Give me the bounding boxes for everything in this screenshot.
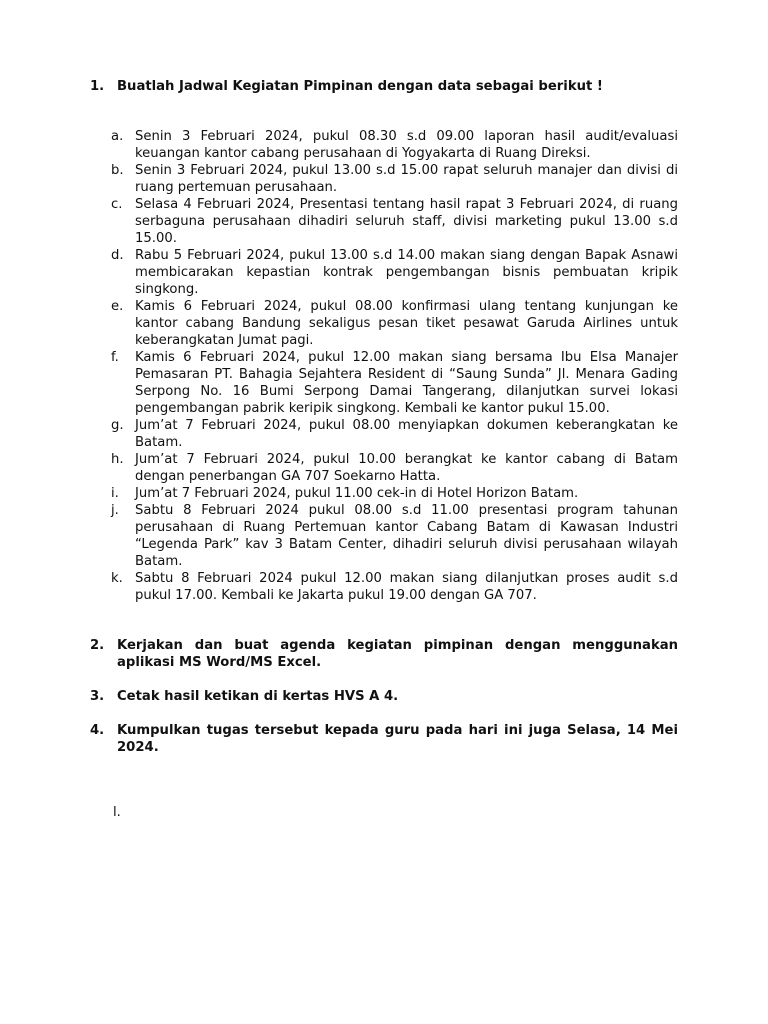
schedule-text: Kamis 6 Februari 2024, pukul 08.00 konfirmasi ulang tentang kunjungan ke kantor cabang Bandung sekaligus pesan tiket pesawat Garuda Airlines untuk keberangkatan Jumat pagi.	[135, 299, 678, 348]
task-text: Cetak hasil ketikan di kertas HVS A 4.	[117, 689, 399, 704]
schedule-letter: k.	[111, 571, 123, 586]
schedule-letter: j.	[111, 503, 119, 518]
schedule-item	[111, 570, 678, 604]
schedule-text: Rabu 5 Februari 2024, pukul 13.00 s.d 14.00 makan siang dengan Bapak Asnawi membicarakan kepastian kontrak pengembangan bisnis pembuatan kripik singkong.	[135, 248, 678, 297]
schedule-text: Senin 3 Februari 2024, pukul 08.30 s.d 09.00 laporan hasil audit/evaluasi keuangan kantor cabang perusahaan di Yogyakarta di Ruang Direksi.	[135, 129, 678, 161]
task-text: Kumpulkan tugas tersebut kepada guru pada hari ini juga Selasa, 14 Mei 2024.	[117, 723, 678, 755]
schedule-item	[111, 349, 678, 417]
schedule-text: Sabtu 8 Februari 2024 pukul 08.00 s.d 11.00 presentasi program tahunan perusahaan di Ruang Pertemuan kantor Cabang Batam di Kawasan Industri “Legenda Park” kav 3 Batam Center, dihadiri seluruh divisi perusahaan wilayah Batam.	[135, 503, 678, 569]
schedule-text: Kamis 6 Februari 2024, pukul 12.00 makan siang bersama Ibu Elsa Manajer Pemasaran PT. Bahagia Sejahtera Resident di “Saung Sunda” Jl. Menara Gading Serpong No. 16 Bumi Serpong Damai Tangerang, dilanjutkan survei lokasi pengembangan pabrik keripik singkong. Kembali ke kantor pukul 15.00.	[135, 350, 678, 416]
schedule-letter: e.	[111, 299, 124, 314]
schedule-text: Senin 3 Februari 2024, pukul 13.00 s.d 15.00 rapat seluruh manajer dan divisi di ruang pertemuan perusahaan.	[135, 163, 678, 195]
task-number: 3.	[90, 689, 105, 704]
task-item-3	[90, 688, 678, 705]
schedule-letter: f.	[111, 350, 119, 365]
schedule-item	[111, 417, 678, 451]
task-item-2	[90, 637, 678, 671]
schedule-item	[111, 502, 678, 570]
schedule-item	[111, 298, 678, 349]
schedule-letter: c.	[111, 197, 123, 212]
schedule-letter: g.	[111, 418, 124, 433]
schedule-text: Selasa 4 Februari 2024, Presentasi tentang hasil rapat 3 Februari 2024, di ruang serbaguna perusahaan dihadiri seluruh staff, divisi marketing pukul 13.00 s.d 15.00.	[135, 197, 678, 246]
task-number: 4.	[90, 723, 105, 738]
schedule-text: Jum’at 7 Februari 2024, pukul 08.00 menyiapkan dokumen keberangkatan ke Batam.	[135, 418, 678, 450]
schedule-letter: i.	[111, 486, 119, 501]
task-text: Buatlah Jadwal Kegiatan Pimpinan dengan data sebagai berikut !	[117, 79, 603, 94]
schedule-text: Sabtu 8 Februari 2024 pukul 12.00 makan siang dilanjutkan proses audit s.d pukul 17.00. Kembali ke Jakarta pukul 19.00 dengan GA 707.	[135, 571, 678, 603]
schedule-item	[111, 128, 678, 162]
task-text: Kerjakan dan buat agenda kegiatan pimpinan dengan menggunakan aplikasi MS Word/MS Excel.	[117, 638, 678, 670]
schedule-letter: a.	[111, 129, 124, 144]
schedule-text: Jum’at 7 Februari 2024, pukul 10.00 berangkat ke kantor cabang di Batam dengan penerbangan GA 707 Soekarno Hatta.	[135, 452, 678, 484]
task-item-4	[90, 722, 678, 756]
task-item-1	[90, 78, 678, 95]
schedule-letter: b.	[111, 163, 124, 178]
schedule-text: Jum’at 7 Februari 2024, pukul 11.00 cek-in di Hotel Horizon Batam.	[135, 486, 579, 501]
trailing-list-marker: l.	[113, 805, 121, 820]
task-number: 2.	[90, 638, 105, 653]
schedule-item	[111, 162, 678, 196]
schedule-item	[111, 451, 678, 485]
schedule-list	[111, 128, 678, 604]
schedule-item	[111, 247, 678, 298]
schedule-letter: d.	[111, 248, 124, 263]
schedule-item	[111, 485, 678, 502]
schedule-item	[111, 196, 678, 247]
schedule-letter: h.	[111, 452, 124, 467]
task-number: 1.	[90, 79, 105, 94]
